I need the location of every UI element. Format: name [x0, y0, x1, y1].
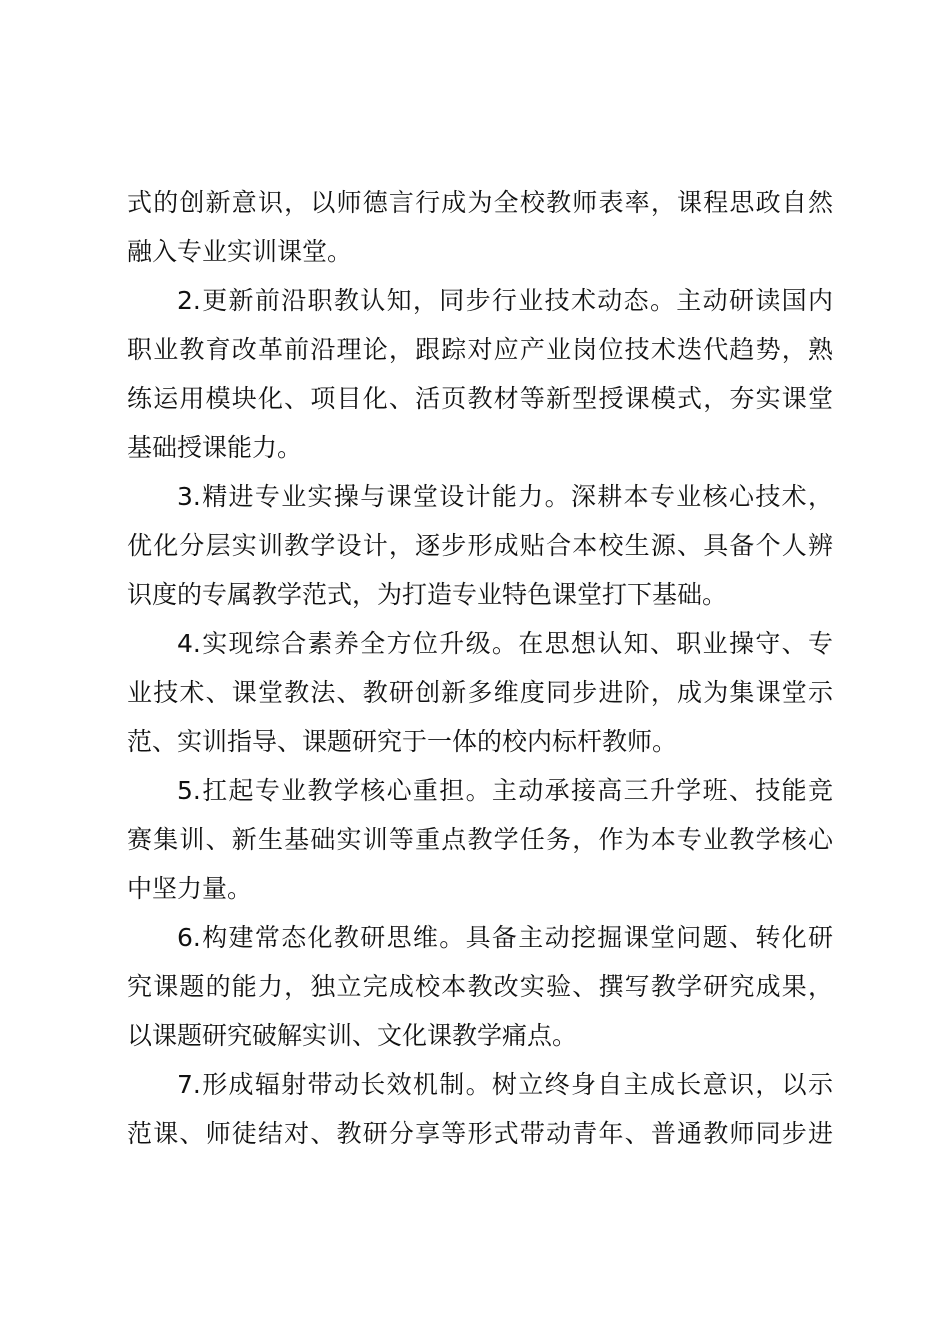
text-line: 究课题的能力，独立完成校本教改实验、撰写教学研究成果， [127, 972, 833, 1001]
text-line: 以课题研究破解实训、文化课教学痛点。 [127, 1021, 578, 1050]
text-line: 3.精进专业实操与课堂设计能力。深耕本专业核心技术， [177, 482, 833, 511]
text-line: 5.扛起专业教学核心重担。主动承接高三升学班、技能竞 [177, 776, 833, 805]
text-line: 职业教育改革前沿理论，跟踪对应产业岗位技术迭代趋势，熟 [127, 335, 833, 364]
text-line: 4.实现综合素养全方位升级。在思想认知、职业操守、专 [177, 629, 833, 658]
text-line: 融入专业实训课堂。 [127, 237, 353, 266]
text-line: 7.形成辐射带动长效机制。树立终身自主成长意识，以示 [177, 1070, 833, 1099]
text-line: 优化分层实训教学设计，逐步形成贴合本校生源、具备个人辨 [127, 531, 833, 560]
text-line: 中坚力量。 [127, 874, 253, 903]
text-line: 赛集训、新生基础实训等重点教学任务，作为本专业教学核心 [127, 825, 833, 854]
text-line: 6.构建常态化教研思维。具备主动挖掘课堂问题、转化研 [177, 923, 833, 952]
text-line: 式的创新意识，以师德言行成为全校教师表率，课程思政自然 [127, 188, 833, 217]
text-line: 业技术、课堂教法、教研创新多维度同步进阶，成为集课堂示 [127, 678, 833, 707]
text-line: 范、实训指导、课题研究于一体的校内标杆教师。 [127, 727, 678, 756]
text-line: 基础授课能力。 [127, 433, 303, 462]
body-text [127, 178, 833, 1158]
text-line: 识度的专属教学范式，为打造专业特色课堂打下基础。 [127, 580, 728, 609]
text-line: 2.更新前沿职教认知，同步行业技术动态。主动研读国内 [177, 286, 833, 315]
text-line: 练运用模块化、项目化、活页教材等新型授课模式，夯实课堂 [127, 384, 833, 413]
text-line: 范课、师徒结对、教研分享等形式带动青年、普通教师同步进 [127, 1119, 833, 1148]
